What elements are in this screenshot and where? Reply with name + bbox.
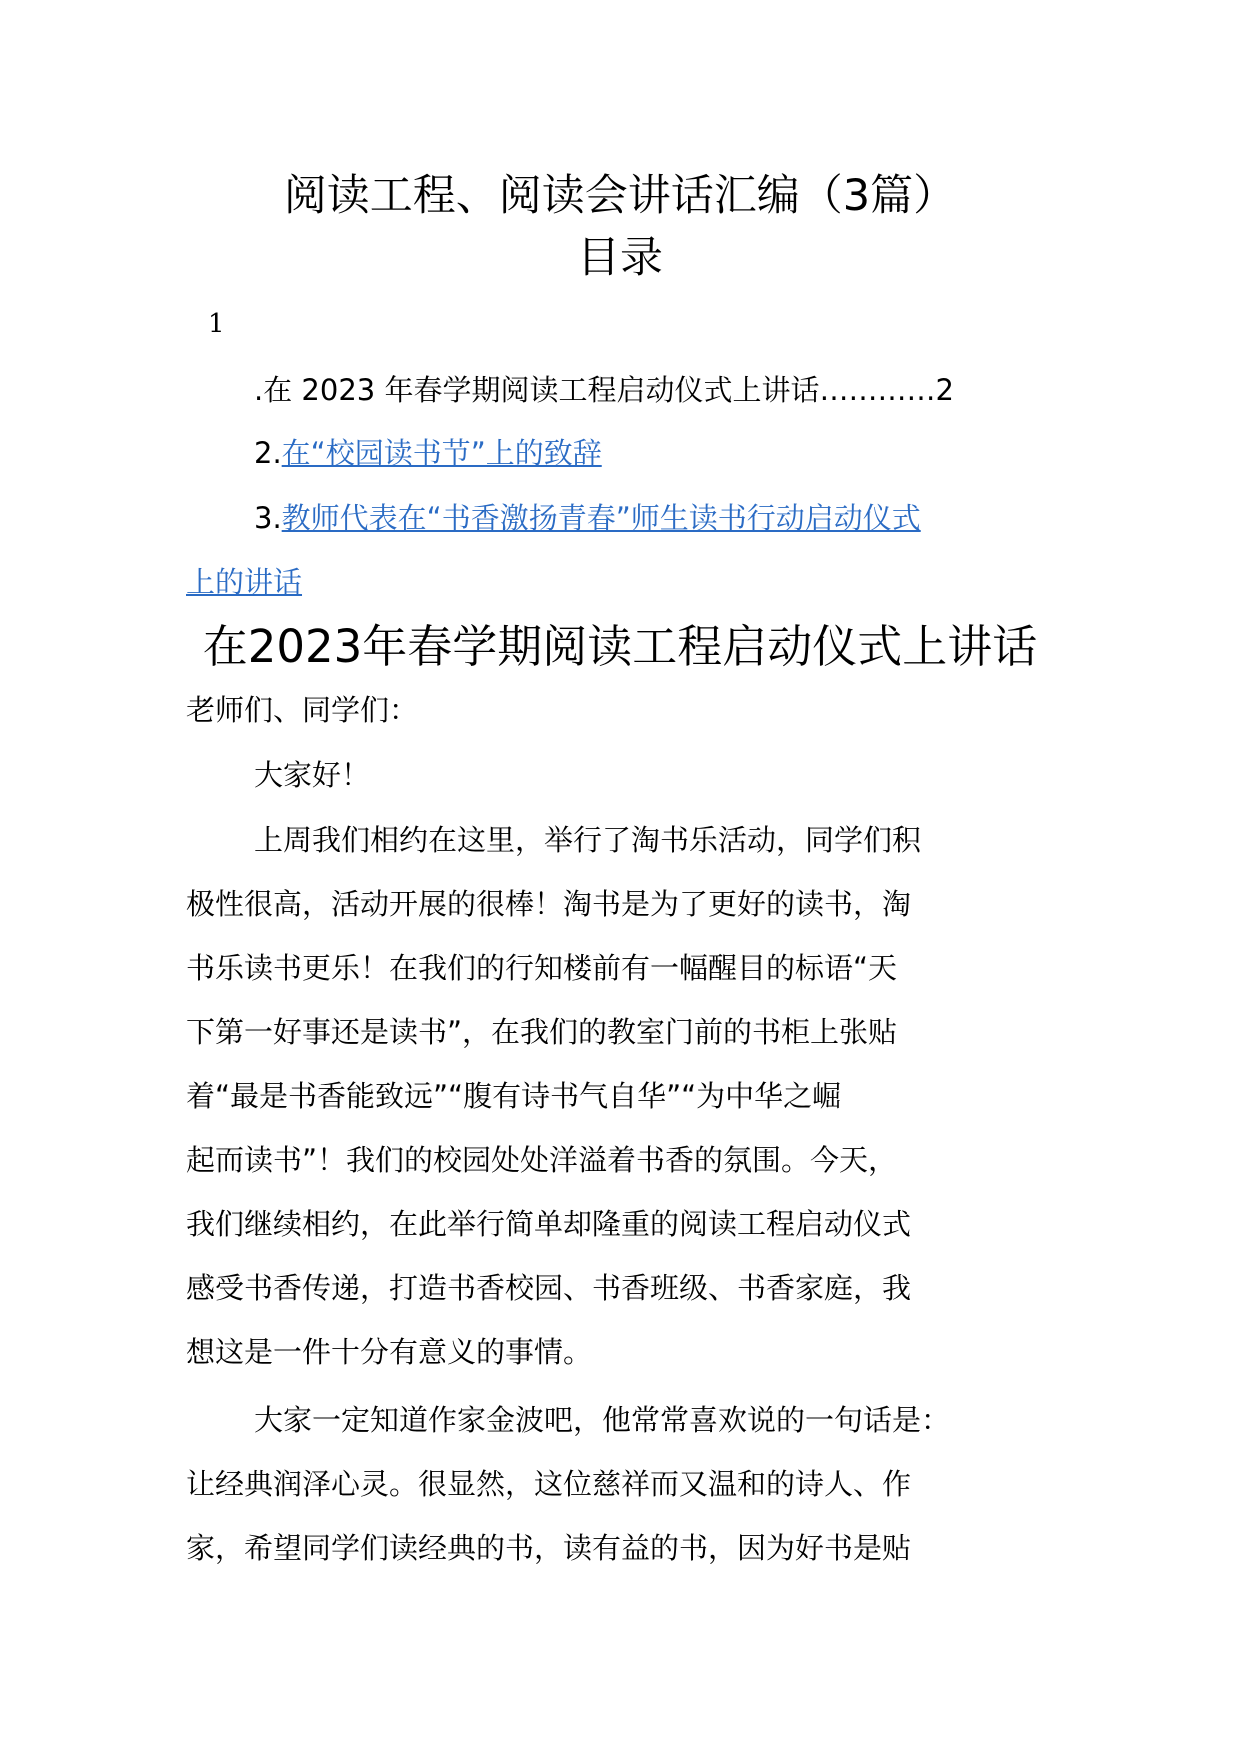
paragraph-2-line: 家，希望同学们读经典的书，读有益的书，因为好书是贴: [186, 1531, 912, 1565]
section-title: 在2023年春学期阅读工程启动仪式上讲话: [202, 620, 1038, 673]
paragraph-1-line: 下第一好事还是读书”，在我们的教室门前的书柜上张贴: [186, 1015, 898, 1049]
document-title: 阅读工程、阅读会讲话汇编（3篇）: [283, 171, 957, 221]
paragraph-1-line: 上周我们相约在这里，举行了淘书乐活动，同学们积: [254, 823, 922, 857]
toc-item-2: [254, 421, 602, 485]
toc-item-3: [254, 486, 921, 550]
greeting: 大家好！: [254, 758, 371, 792]
toc-item-1-text: .在 2023 年春学期阅读工程启动仪式上讲话…………2: [254, 373, 954, 407]
paragraph-1-line: 起而读书”！我们的校园处处洋溢着书香的氛围。今天，: [186, 1143, 898, 1177]
toc-heading: 目录: [577, 233, 663, 283]
paragraph-1-line: 极性很高，活动开展的很棒！淘书是为了更好的读书，淘: [186, 887, 912, 921]
toc-item-2-number: 2.: [254, 436, 282, 470]
toc-item-3-link-cont[interactable]: 上的讲话: [186, 565, 303, 599]
paragraph-1-line: 感受书香传递，打造书香校园、书香班级、书香家庭，我: [186, 1271, 912, 1305]
toc-item-2-link[interactable]: 在“校园读书节”上的致辞: [281, 436, 602, 470]
toc-item-3-continuation: [186, 550, 302, 614]
toc-item-3-number: 3.: [254, 501, 282, 535]
paragraph-1-line: 着“最是书香能致远”“腹有诗书气自华”“为中华之崛: [186, 1079, 842, 1113]
toc-item-3-link[interactable]: 教师代表在“书香激扬青春”师生读书行动启动仪式: [281, 501, 921, 535]
paragraph-2-line: 大家一定知道作家金波吧，他常常喜欢说的一句话是：: [254, 1403, 951, 1437]
paragraph-1-line: 书乐读书更乐！在我们的行知楼前有一幅醒目的标语“天: [186, 951, 898, 985]
toc-number: 1: [208, 309, 225, 339]
toc-item-1: [254, 358, 954, 422]
paragraph-1-line: 我们继续相约，在此举行简单却隆重的阅读工程启动仪式: [186, 1207, 912, 1241]
paragraph-2-line: 让经典润泽心灵。很显然，这位慈祥而又温和的诗人、作: [186, 1467, 912, 1501]
paragraph-1-line: 想这是一件十分有意义的事情。: [186, 1335, 593, 1369]
salutation: 老师们、同学们：: [186, 693, 419, 727]
